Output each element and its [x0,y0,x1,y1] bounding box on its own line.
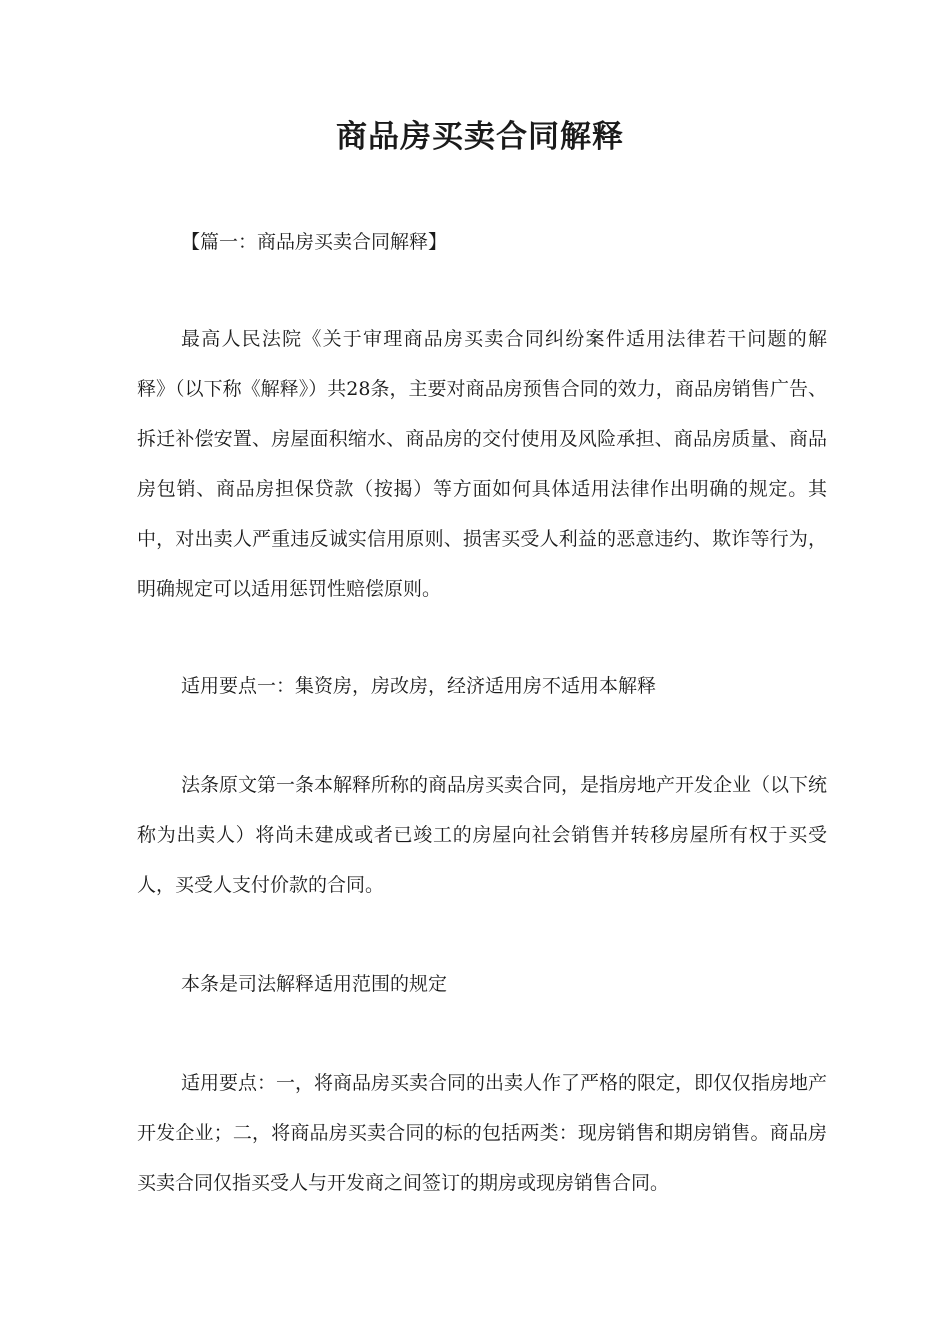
article-one-text: 法条原文第一条本解释所称的商品房买卖合同，是指房地产开发企业（以下统称为出卖人）将尚未建成或者已竣工的房屋向社会销售并转移房屋所有权于买受人，买受人支付价款的合同。 [137,774,828,896]
scope-note: 本条是司法解释适用范围的规定 [181,973,448,995]
key-point-one: 适用要点一：集资房，房改房，经济适用房不适用本解释 [181,675,657,697]
intro-paragraph: 最高人民法院《关于审理商品房买卖合同纠纷案件适用法律若干问题的解释》（以下称《解释》）共28条，主要对商品房预售合同的效力，商品房销售广告、拆迁补偿安置、房屋面积缩水、商品房的交付使用及风险承担、商品房质量、商品房包销、商品房担保贷款（按揭）等方面如何具体适用法律作出明确的规定。其中，对出卖人严重违反诚实信用原则、损害买受人利益的恶意违约、欺诈等行为，明确规定可以适用惩罚性赔偿原则。 [137,328,827,600]
document-title: 商品房买卖合同解释 [336,118,624,155]
key-points-paragraph: 适用要点：一，将商品房买卖合同的出卖人作了严格的限定，即仅仅指房地产开发企业；二，将商品房买卖合同的标的包括两类：现房销售和期房销售。商品房买卖合同仅指买受人与开发商之间签订的期房或现房销售合同。 [137,1072,828,1194]
section-heading: 【篇一：商品房买卖合同解释】 [181,231,448,253]
